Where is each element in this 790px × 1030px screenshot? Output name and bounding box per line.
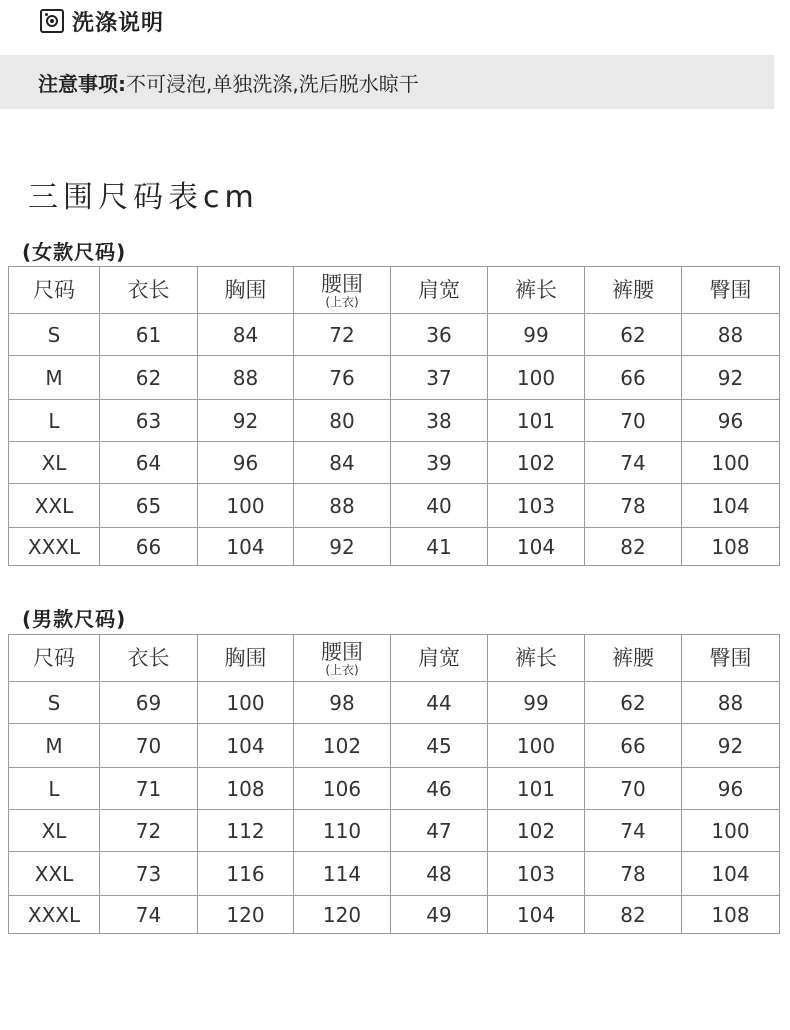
measurement-cell: 88 xyxy=(682,314,780,356)
measurement-cell: 114 xyxy=(294,852,391,896)
measurement-cell: 76 xyxy=(294,356,391,400)
measurement-cell: 88 xyxy=(682,682,780,724)
column-header xyxy=(294,635,391,682)
measurement-cell: 92 xyxy=(198,400,294,442)
measurement-cell: 88 xyxy=(198,356,294,400)
table-row xyxy=(9,896,780,934)
column-header xyxy=(585,635,682,682)
measurement-cell: 65 xyxy=(100,484,198,528)
measurement-cell: 104 xyxy=(682,484,780,528)
size-cell: XXL xyxy=(9,484,100,528)
column-header xyxy=(9,635,100,682)
measurement-cell: 92 xyxy=(294,528,391,566)
measurement-cell: 39 xyxy=(391,442,488,484)
measurement-cell: 84 xyxy=(198,314,294,356)
size-cell: S xyxy=(9,682,100,724)
measurement-cell: 66 xyxy=(585,356,682,400)
measurement-cell: 72 xyxy=(294,314,391,356)
table-row xyxy=(9,810,780,852)
measurement-cell: 66 xyxy=(100,528,198,566)
header-row xyxy=(9,267,780,314)
measurement-cell: 48 xyxy=(391,852,488,896)
size-cell: S xyxy=(9,314,100,356)
measurement-cell: 84 xyxy=(294,442,391,484)
measurement-cell: 103 xyxy=(488,484,585,528)
measurement-cell: 74 xyxy=(585,810,682,852)
size-cell: M xyxy=(9,356,100,400)
column-header xyxy=(9,267,100,314)
column-header-label: 裤腰 xyxy=(612,646,654,670)
table-row xyxy=(9,484,780,528)
measurement-cell: 72 xyxy=(100,810,198,852)
column-header xyxy=(488,267,585,314)
measurement-cell: 73 xyxy=(100,852,198,896)
men-section-label: (男款尺码) xyxy=(22,607,127,631)
measurement-cell: 104 xyxy=(682,852,780,896)
table-row xyxy=(9,442,780,484)
measurement-cell: 120 xyxy=(294,896,391,934)
measurement-cell: 74 xyxy=(585,442,682,484)
measurement-cell: 100 xyxy=(198,484,294,528)
measurement-cell: 104 xyxy=(488,896,585,934)
measurement-cell: 92 xyxy=(682,724,780,768)
measurement-cell: 104 xyxy=(198,528,294,566)
measurement-cell: 37 xyxy=(391,356,488,400)
column-header-label: 裤长 xyxy=(515,278,557,302)
measurement-cell: 46 xyxy=(391,768,488,810)
measurement-cell: 78 xyxy=(585,852,682,896)
table-row xyxy=(9,356,780,400)
column-header-label: 衣长 xyxy=(127,646,170,670)
column-header xyxy=(100,635,198,682)
measurement-cell: 108 xyxy=(682,896,780,934)
column-header-label: 腰围 xyxy=(321,272,363,296)
measurement-cell: 63 xyxy=(100,400,198,442)
measurement-cell: 100 xyxy=(488,356,585,400)
measurement-cell: 110 xyxy=(294,810,391,852)
table-row xyxy=(9,314,780,356)
column-header xyxy=(682,267,780,314)
column-header xyxy=(100,267,198,314)
column-header xyxy=(488,635,585,682)
washing-machine-icon xyxy=(40,9,64,33)
measurement-cell: 62 xyxy=(100,356,198,400)
column-header-label: 腰围 xyxy=(321,640,363,664)
measurement-cell: 92 xyxy=(682,356,780,400)
header-row xyxy=(9,635,780,682)
table-row xyxy=(9,768,780,810)
column-header-label: 裤腰 xyxy=(612,278,654,302)
measurement-cell: 112 xyxy=(198,810,294,852)
measurement-cell: 116 xyxy=(198,852,294,896)
column-header xyxy=(585,267,682,314)
measurement-cell: 82 xyxy=(585,528,682,566)
notice-label: 注意事项: xyxy=(38,71,126,96)
measurement-cell: 62 xyxy=(585,314,682,356)
table-row xyxy=(9,400,780,442)
measurement-cell: 88 xyxy=(294,484,391,528)
column-header xyxy=(198,267,294,314)
column-header-label: 裤长 xyxy=(515,646,557,670)
wash-header xyxy=(40,6,164,36)
measurement-cell: 70 xyxy=(100,724,198,768)
column-header xyxy=(682,635,780,682)
column-header-label: 肩宽 xyxy=(418,278,460,302)
column-header xyxy=(391,267,488,314)
measurement-cell: 49 xyxy=(391,896,488,934)
size-cell: XL xyxy=(9,442,100,484)
measurement-cell: 99 xyxy=(488,682,585,724)
table-row xyxy=(9,682,780,724)
column-header-label: 胸围 xyxy=(224,278,267,302)
measurement-cell: 104 xyxy=(198,724,294,768)
size-cell: L xyxy=(9,768,100,810)
measurement-cell: 100 xyxy=(488,724,585,768)
measurement-cell: 71 xyxy=(100,768,198,810)
size-chart-title: 三围尺码表cm xyxy=(28,180,259,215)
column-header-label: 肩宽 xyxy=(418,646,460,670)
measurement-cell: 96 xyxy=(198,442,294,484)
column-header-label: 衣长 xyxy=(127,278,170,302)
column-header xyxy=(391,635,488,682)
measurement-cell: 104 xyxy=(488,528,585,566)
column-header-sublabel: (上衣) xyxy=(325,663,359,677)
size-cell: XXL xyxy=(9,852,100,896)
measurement-cell: 102 xyxy=(294,724,391,768)
column-header xyxy=(198,635,294,682)
column-header-label: 臀围 xyxy=(709,646,752,670)
size-cell: L xyxy=(9,400,100,442)
notice-bar xyxy=(0,55,774,109)
table-row xyxy=(9,852,780,896)
wash-title: 洗涤说明 xyxy=(72,10,165,36)
column-header-label: 尺码 xyxy=(33,646,75,670)
column-header-label: 臀围 xyxy=(709,278,752,302)
measurement-cell: 40 xyxy=(391,484,488,528)
women-section-label: (女款尺码) xyxy=(22,240,127,264)
measurement-cell: 47 xyxy=(391,810,488,852)
column-header-label: 胸围 xyxy=(224,646,267,670)
size-cell: XL xyxy=(9,810,100,852)
measurement-cell: 100 xyxy=(198,682,294,724)
measurement-cell: 70 xyxy=(585,768,682,810)
column-header xyxy=(294,267,391,314)
measurement-cell: 74 xyxy=(100,896,198,934)
measurement-cell: 78 xyxy=(585,484,682,528)
women-size-table xyxy=(8,266,780,566)
measurement-cell: 102 xyxy=(488,442,585,484)
measurement-cell: 66 xyxy=(585,724,682,768)
measurement-cell: 70 xyxy=(585,400,682,442)
measurement-cell: 96 xyxy=(682,768,780,810)
measurement-cell: 96 xyxy=(682,400,780,442)
measurement-cell: 61 xyxy=(100,314,198,356)
measurement-cell: 98 xyxy=(294,682,391,724)
table-row xyxy=(9,528,780,566)
measurement-cell: 101 xyxy=(488,400,585,442)
measurement-cell: 102 xyxy=(488,810,585,852)
size-cell: M xyxy=(9,724,100,768)
measurement-cell: 69 xyxy=(100,682,198,724)
measurement-cell: 120 xyxy=(198,896,294,934)
measurement-cell: 80 xyxy=(294,400,391,442)
measurement-cell: 99 xyxy=(488,314,585,356)
column-header-label: 尺码 xyxy=(33,278,75,302)
measurement-cell: 44 xyxy=(391,682,488,724)
size-cell: XXXL xyxy=(9,896,100,934)
column-header-sublabel: (上衣) xyxy=(325,295,359,309)
men-size-table xyxy=(8,634,780,934)
measurement-cell: 106 xyxy=(294,768,391,810)
size-cell: XXXL xyxy=(9,528,100,566)
measurement-cell: 108 xyxy=(198,768,294,810)
measurement-cell: 64 xyxy=(100,442,198,484)
measurement-cell: 100 xyxy=(682,442,780,484)
measurement-cell: 108 xyxy=(682,528,780,566)
measurement-cell: 103 xyxy=(488,852,585,896)
measurement-cell: 38 xyxy=(391,400,488,442)
measurement-cell: 82 xyxy=(585,896,682,934)
measurement-cell: 62 xyxy=(585,682,682,724)
notice-text: 不可浸泡,单独洗涤,洗后脱水晾干 xyxy=(126,71,419,96)
measurement-cell: 101 xyxy=(488,768,585,810)
measurement-cell: 100 xyxy=(682,810,780,852)
measurement-cell: 41 xyxy=(391,528,488,566)
measurement-cell: 45 xyxy=(391,724,488,768)
table-row xyxy=(9,724,780,768)
measurement-cell: 36 xyxy=(391,314,488,356)
